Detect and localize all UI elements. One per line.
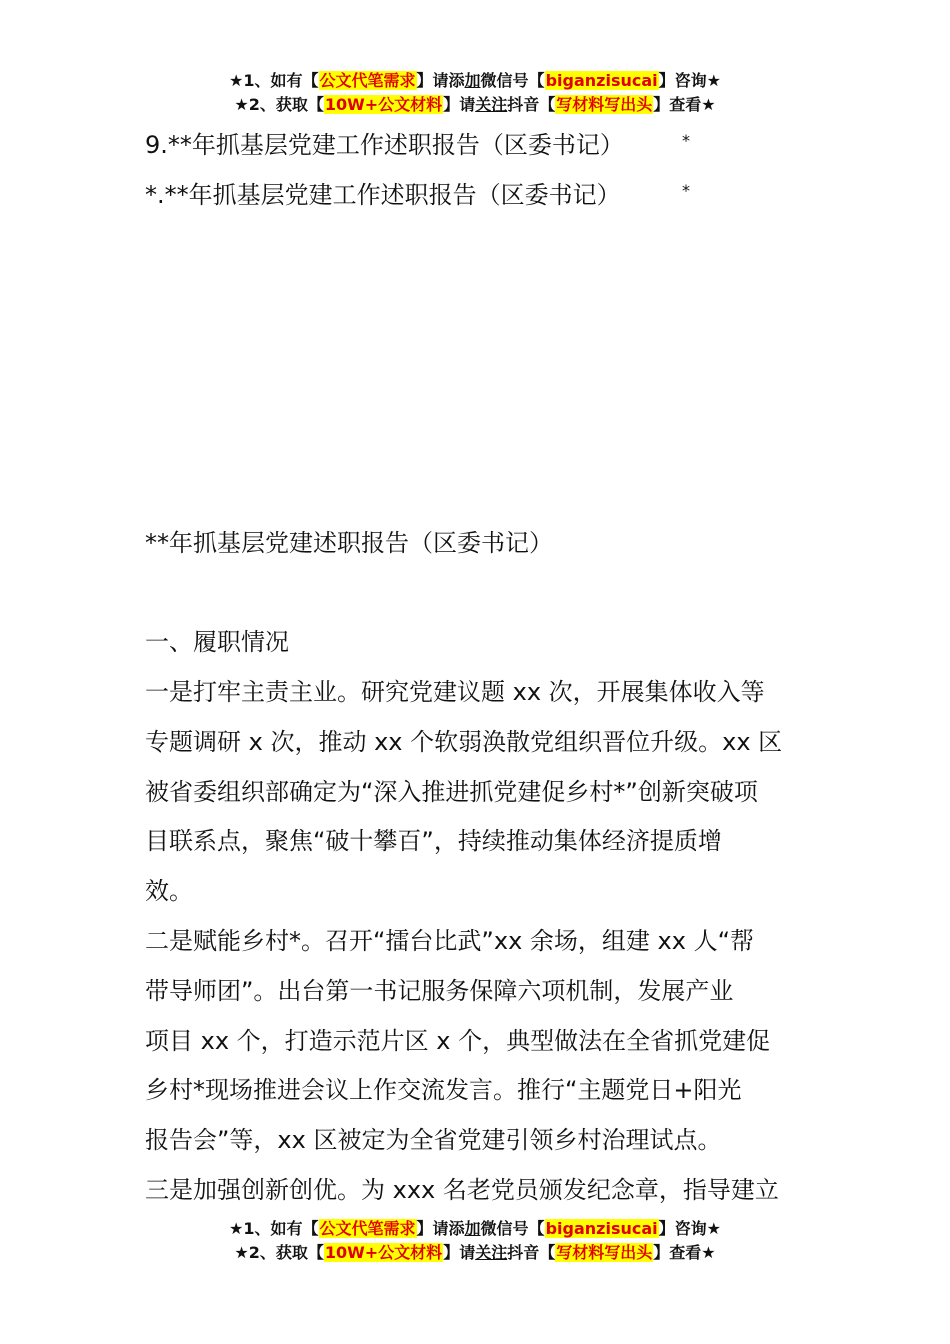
banner-line-1: ★1、如有【公文代笔需求】请添加微信号【biganzisucai】咨询★ — [229, 71, 721, 90]
paragraph: 三是加强创新创优。为 xxx 名老党员颁发纪念章，指导建立 — [145, 1176, 779, 1204]
toc-entry: *.**年抓基层党建工作述职报告（区委书记） * — [145, 180, 621, 210]
highlight-text: biganzisucai — [545, 71, 658, 90]
banner-line-2: ★2、获取【10W+公文材料】请关注抖音【写材料写出头】查看★ — [234, 1243, 716, 1262]
paragraph: 一是打牢主责主业。研究党建议题 xx 次，开展集体收入等 专题调研 x 次，推动 xx 个软弱涣散党组织晋位升级。xx 区 被省委组织部确定为“深入推进抓党建促乡村*”创新突破项 目联系点，聚焦“破十攀百”，持续推动集体经济提质增 效。 — [145, 678, 783, 906]
toc-entry: 9.**年抓基层党建工作述职报告（区委书记） * — [145, 130, 624, 160]
highlight-text: 10W+公文材料 — [324, 95, 443, 114]
header-banner — [0, 70, 950, 118]
highlight-text: 公文代笔需求 — [319, 1219, 416, 1238]
highlight-text: 写材料写出头 — [556, 1243, 653, 1262]
document-title: **年抓基层党建述职报告（区委书记） — [145, 529, 553, 557]
section-heading: 一、履职情况 — [145, 628, 289, 656]
highlight-text: 写材料写出头 — [556, 95, 653, 114]
highlight-text: 10W+公文材料 — [324, 1243, 443, 1262]
footer-banner — [0, 1218, 950, 1266]
highlight-text: biganzisucai — [545, 1219, 658, 1238]
banner-line-2: ★2、获取【10W+公文材料】请关注抖音【写材料写出头】查看★ — [234, 95, 716, 114]
paragraph: 二是赋能乡村*。召开“擂台比武”xx 余场，组建 xx 人“帮 带导师团”。出台第一书记服务保障六项机制，发展产业 项目 xx 个，打造示范片区 x 个，典型做法在全省抓党建促 乡村*现场推进会议上作交流发言。推行“主题党日+阳光 报告会”等，xx 区被定为全省党建引领乡村治理试点。 — [145, 927, 771, 1155]
banner-line-1: ★1、如有【公文代笔需求】请添加微信号【biganzisucai】咨询★ — [229, 1219, 721, 1238]
toc-marker: * — [682, 181, 690, 200]
highlight-text: 公文代笔需求 — [319, 71, 416, 90]
toc-marker: * — [682, 131, 690, 150]
